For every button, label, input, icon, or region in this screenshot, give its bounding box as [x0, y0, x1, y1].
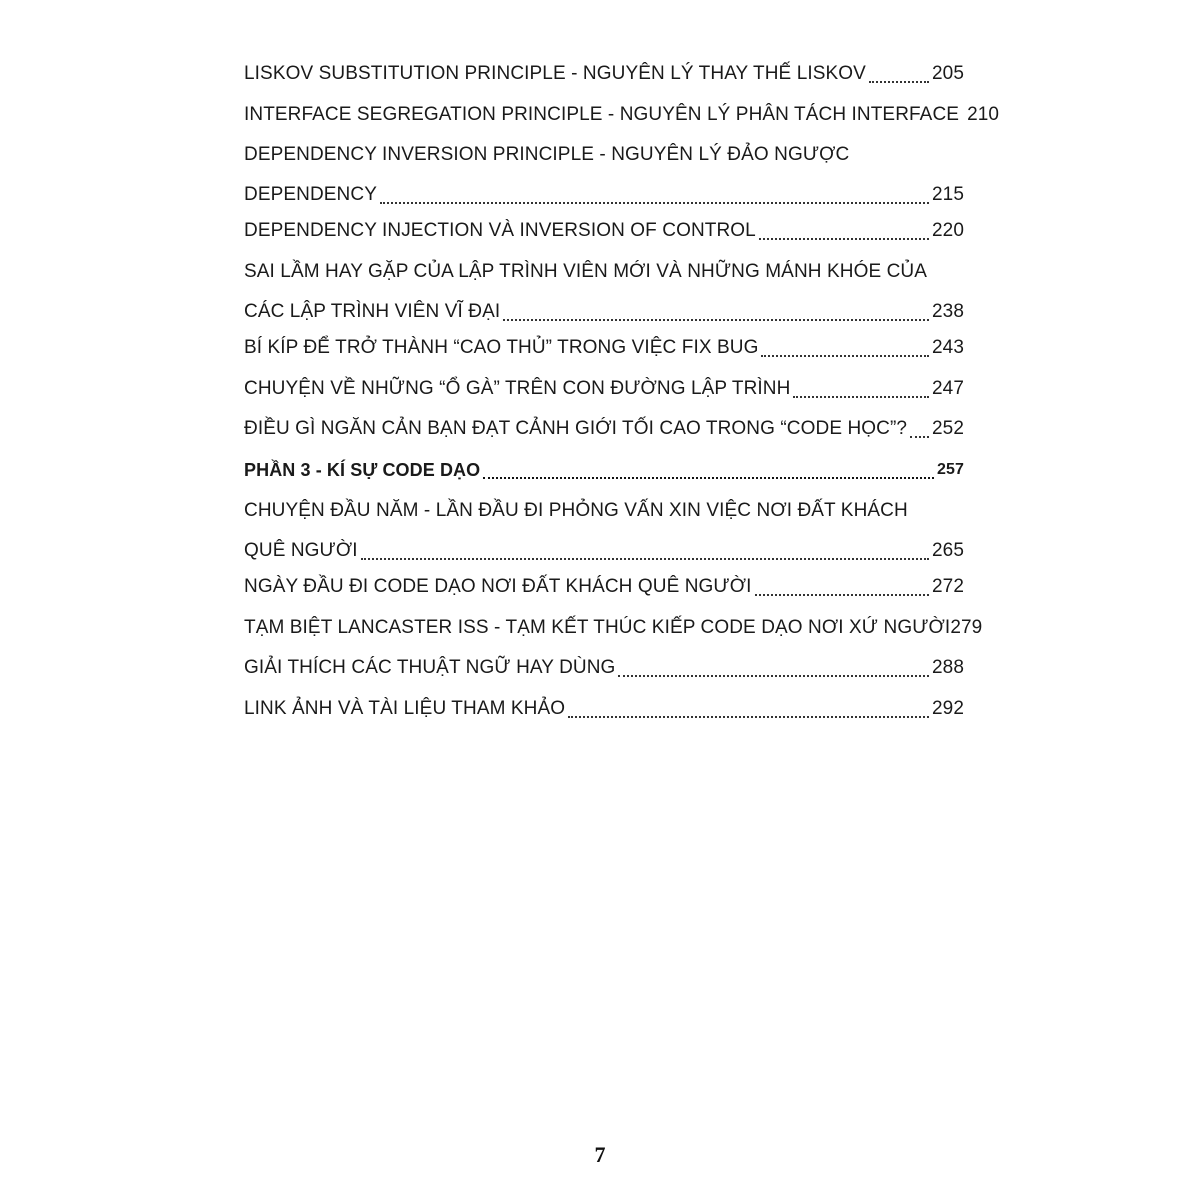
toc-entry-page: 292: [931, 697, 964, 719]
toc-entry-title: CHUYỆN VỀ NHỮNG “Ổ GÀ” TRÊN CON ĐƯỜNG LẬP TRÌNH: [244, 377, 791, 399]
dot-leader: [869, 81, 929, 83]
toc-entry-title: PHẦN 3 - KÍ SỰ CODE DẠO: [244, 460, 481, 481]
toc-entry: [244, 610, 983, 651]
dot-leader: [361, 558, 929, 560]
toc-entry-page: 210: [967, 103, 1000, 125]
dot-leader: [483, 477, 934, 479]
page-number: 7: [594, 1142, 606, 1167]
toc-entry-page: 279: [950, 616, 983, 638]
toc-entry-page: 265: [931, 539, 964, 561]
toc-entry-title: NGÀY ĐẦU ĐI CODE DẠO NƠI ĐẤT KHÁCH QUÊ NGƯỜI: [244, 575, 752, 597]
table-of-contents: [244, 56, 1000, 732]
toc-entry-page: 272: [931, 575, 964, 597]
toc-entry-page: 238: [931, 301, 964, 323]
toc-entry-title-line2: DEPENDENCY: [244, 184, 377, 206]
toc-entry: [244, 569, 964, 610]
toc-entry: [244, 411, 964, 452]
toc-entry: [244, 213, 964, 254]
toc-entry-title: INTERFACE SEGREGATION PRINCIPLE - NGUYÊN LÝ PHÂN TÁCH INTERFACE: [244, 103, 960, 125]
toc-entry: [244, 691, 964, 732]
dot-leader: [618, 675, 929, 677]
toc-entry-title: BÍ KÍP ĐỂ TRỞ THÀNH “CAO THỦ” TRONG VIỆC FIX BUG: [244, 337, 759, 359]
dot-leader: [568, 716, 929, 718]
dot-leader: [380, 202, 929, 204]
toc-entry: [244, 493, 964, 569]
toc-entry-title: GIẢI THÍCH CÁC THUẬT NGỮ HAY DÙNG: [244, 657, 616, 679]
toc-part-heading: [244, 452, 964, 493]
dot-leader: [793, 396, 929, 398]
dot-leader: [761, 355, 929, 357]
toc-entry-title-line1: CHUYỆN ĐẦU NĂM - LẦN ĐẦU ĐI PHỎNG VẤN XIN VIỆC NƠI ĐẤT KHÁCH: [244, 499, 908, 521]
toc-entry-title-line2: QUÊ NGƯỜI: [244, 539, 358, 561]
toc-entry-title: TẠM BIỆT LANCASTER ISS - TẠM KẾT THÚC KIẾP CODE DẠO NƠI XỨ NGƯỜI: [244, 616, 951, 638]
dot-leader: [910, 436, 929, 438]
dot-leader: [759, 238, 929, 240]
dot-leader: [503, 319, 929, 321]
toc-entry-page: 205: [931, 63, 964, 84]
toc-entry: [244, 330, 964, 371]
toc-entry-page: 252: [931, 418, 964, 440]
toc-entry-title-line2: CÁC LẬP TRÌNH VIÊN VĨ ĐẠI: [244, 301, 501, 323]
toc-entry-title: DEPENDENCY INJECTION VÀ INVERSION OF CONTROL: [244, 220, 756, 242]
toc-entry: [244, 97, 1000, 138]
toc-entry-title: LINK ẢNH VÀ TÀI LIỆU THAM KHẢO: [244, 697, 566, 719]
toc-entry-title: LISKOV SUBSTITUTION PRINCIPLE - NGUYÊN LÝ THAY THẾ LISKOV: [244, 63, 866, 84]
toc-entry-page: 215: [931, 184, 964, 206]
toc-entry-title-line1: DEPENDENCY INVERSION PRINCIPLE - NGUYÊN LÝ ĐẢO NGƯỢC: [244, 144, 850, 166]
toc-entry-page: 288: [931, 657, 964, 679]
toc-entry-title-line1: SAI LẦM HAY GẶP CỦA LẬP TRÌNH VIÊN MỚI VÀ NHỮNG MÁNH KHÓE CỦA: [244, 261, 928, 283]
toc-entry: [244, 137, 964, 213]
toc-entry-page: 257: [937, 461, 964, 479]
toc-entry-page: 247: [931, 377, 964, 399]
toc-entry: [244, 254, 964, 330]
toc-entry-page: 220: [931, 220, 964, 242]
toc-entry: [244, 56, 964, 97]
toc-entry: [244, 650, 964, 691]
toc-entry-page: 243: [931, 337, 964, 359]
toc-entry-title: ĐIỀU GÌ NGĂN CẢN BẠN ĐẠT CẢNH GIỚI TỐI CAO TRONG “CODE HỌC”?: [244, 418, 908, 440]
dot-leader: [755, 594, 929, 596]
toc-entry: [244, 371, 964, 412]
